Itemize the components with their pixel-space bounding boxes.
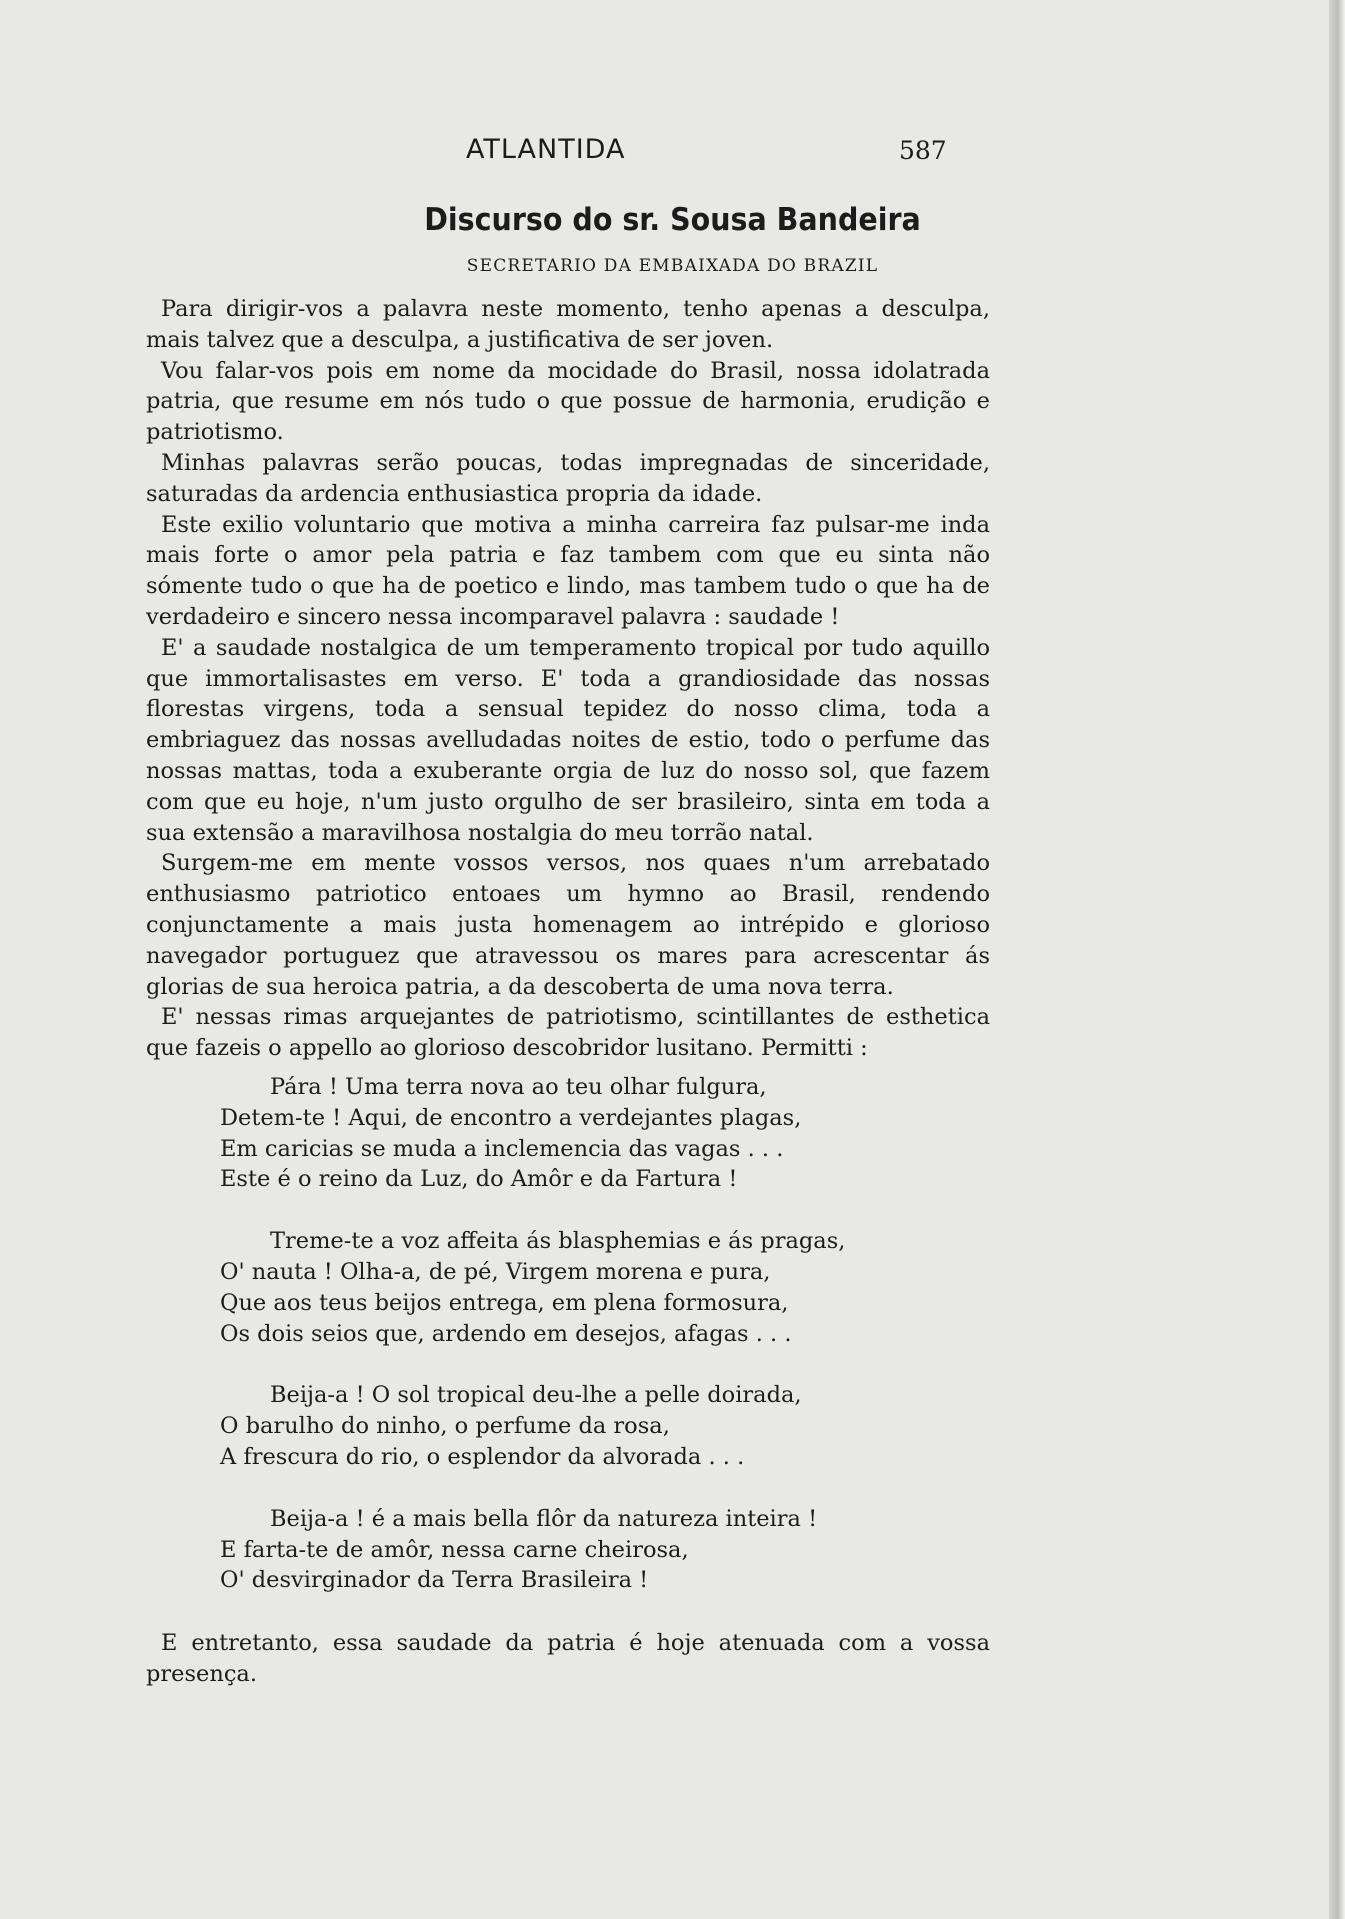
poem-line: Pára ! Uma terra nova ao teu olhar fulgura, (270, 1074, 767, 1100)
poem-line: A frescura do rio, o esplendor da alvorada . . . (220, 1443, 745, 1470)
poem-stanza (220, 1504, 920, 1596)
poem-stanza (220, 1380, 920, 1472)
page-number: 587 (899, 136, 947, 165)
paragraph: Surgem-me em mente vossos versos, nos quaes n'um arrebatado enthusiasmo patriotico entoaes um hymno ao Brasil, rendendo conjunctamente a mais justa homenagem ao intrépido e glorioso navegador portuguez que atravessou os mares para acrescentar ás glorias de sua heroica patria, a da descoberta de uma nova terra. (146, 850, 990, 1000)
speaker-role-subtitle: SECRETARIO DA EMBAIXADA DO BRAZIL (466, 256, 879, 276)
quoted-poem (220, 1072, 920, 1627)
paragraph: Minhas palavras serão poucas, todas impregnadas de sinceridade, saturadas da ardencia enthusiastica propria da idade. (146, 449, 990, 507)
poem-line: Beija-a ! O sol tropical deu-lhe a pelle doirada, (270, 1382, 802, 1409)
paragraph: E entretanto, essa saudade da patria é hoje atenuada com a vossa presença. (146, 1630, 990, 1687)
paragraph: E' a saudade nostalgica de um temperamento tropical por tudo aquillo que immortalisastes em verso. E' toda a grandiosidade das nossas florestas virgens, toda a sensual tepidez do nosso clima, toda a embriaguez das nossas avelludadas noites de estio, todo o perfume das nossas mattas, toda a exuberante orgia de luz do nosso sol, que fazem com que eu hoje, n'um justo orgulho de ser brasileiro, sinta em toda a sua extensão a maravilhosa nostalgia do meu torrão natal. (146, 634, 990, 846)
paragraph: Este exilio voluntario que motiva a minha carreira faz pulsar-me inda mais forte o amor pela patria e faz tambem com que eu sinta não sómente tudo o que ha de poetico e lindo, mas tambem tudo o que ha de verdadeiro e sincero nessa incomparavel palavra : saudade ! (146, 511, 990, 630)
poem-line: O barulho do ninho, o perfume da rosa, (220, 1413, 670, 1440)
poem-line: Detem-te ! Aqui, de encontro a verdejantes plagas, (220, 1104, 802, 1131)
closing-text (146, 1628, 990, 1690)
poem-line: Que aos teus beijos entrega, em plena formosura, (220, 1289, 789, 1316)
speech-body (146, 294, 990, 1064)
poem-line: E farta-te de amôr, nessa carne cheirosa, (220, 1536, 689, 1563)
poem-line: O' nauta ! Olha-a, de pé, Virgem morena e pura, (220, 1258, 771, 1285)
running-header (0, 134, 1345, 174)
poem-line: Este é o reino da Luz, do Amôr e da Fartura ! (220, 1166, 738, 1193)
poem-line: Em caricias se muda a inclemencia das vagas . . . (220, 1135, 784, 1162)
poem-line: O' desvirginador da Terra Brasileira ! (220, 1567, 649, 1594)
poem-line: Treme-te a voz affeita ás blasphemias e ás pragas, (270, 1228, 846, 1255)
running-title: ATLANTIDA (466, 134, 626, 165)
poem-line: Os dois seios que, ardendo em desejos, afagas . . . (220, 1320, 792, 1347)
paragraph: Vou falar-vos pois em nome da mocidade do Brasil, nossa idolatrada patria, que resume em nós tudo o que possue de harmonia, erudição e patriotismo. (146, 357, 990, 446)
page-edge (1329, 0, 1345, 1919)
poem-line: Beija-a ! é a mais bella flôr da natureza inteira ! (270, 1505, 818, 1532)
paragraph: E' nessas rimas arquejantes de patriotismo, scintillantes de esthetica que fazeis o appello ao glorioso descobridor lusitano. Permitti : (146, 1004, 990, 1062)
speech-title: Discurso do sr. Sousa Bandeira (424, 202, 921, 238)
paragraph: Para dirigir-vos a palavra neste momento, tenho apenas a desculpa, mais talvez que a desculpa, a justificativa de ser joven. (146, 296, 990, 353)
poem-stanza (220, 1226, 920, 1349)
poem-stanza (220, 1072, 920, 1195)
